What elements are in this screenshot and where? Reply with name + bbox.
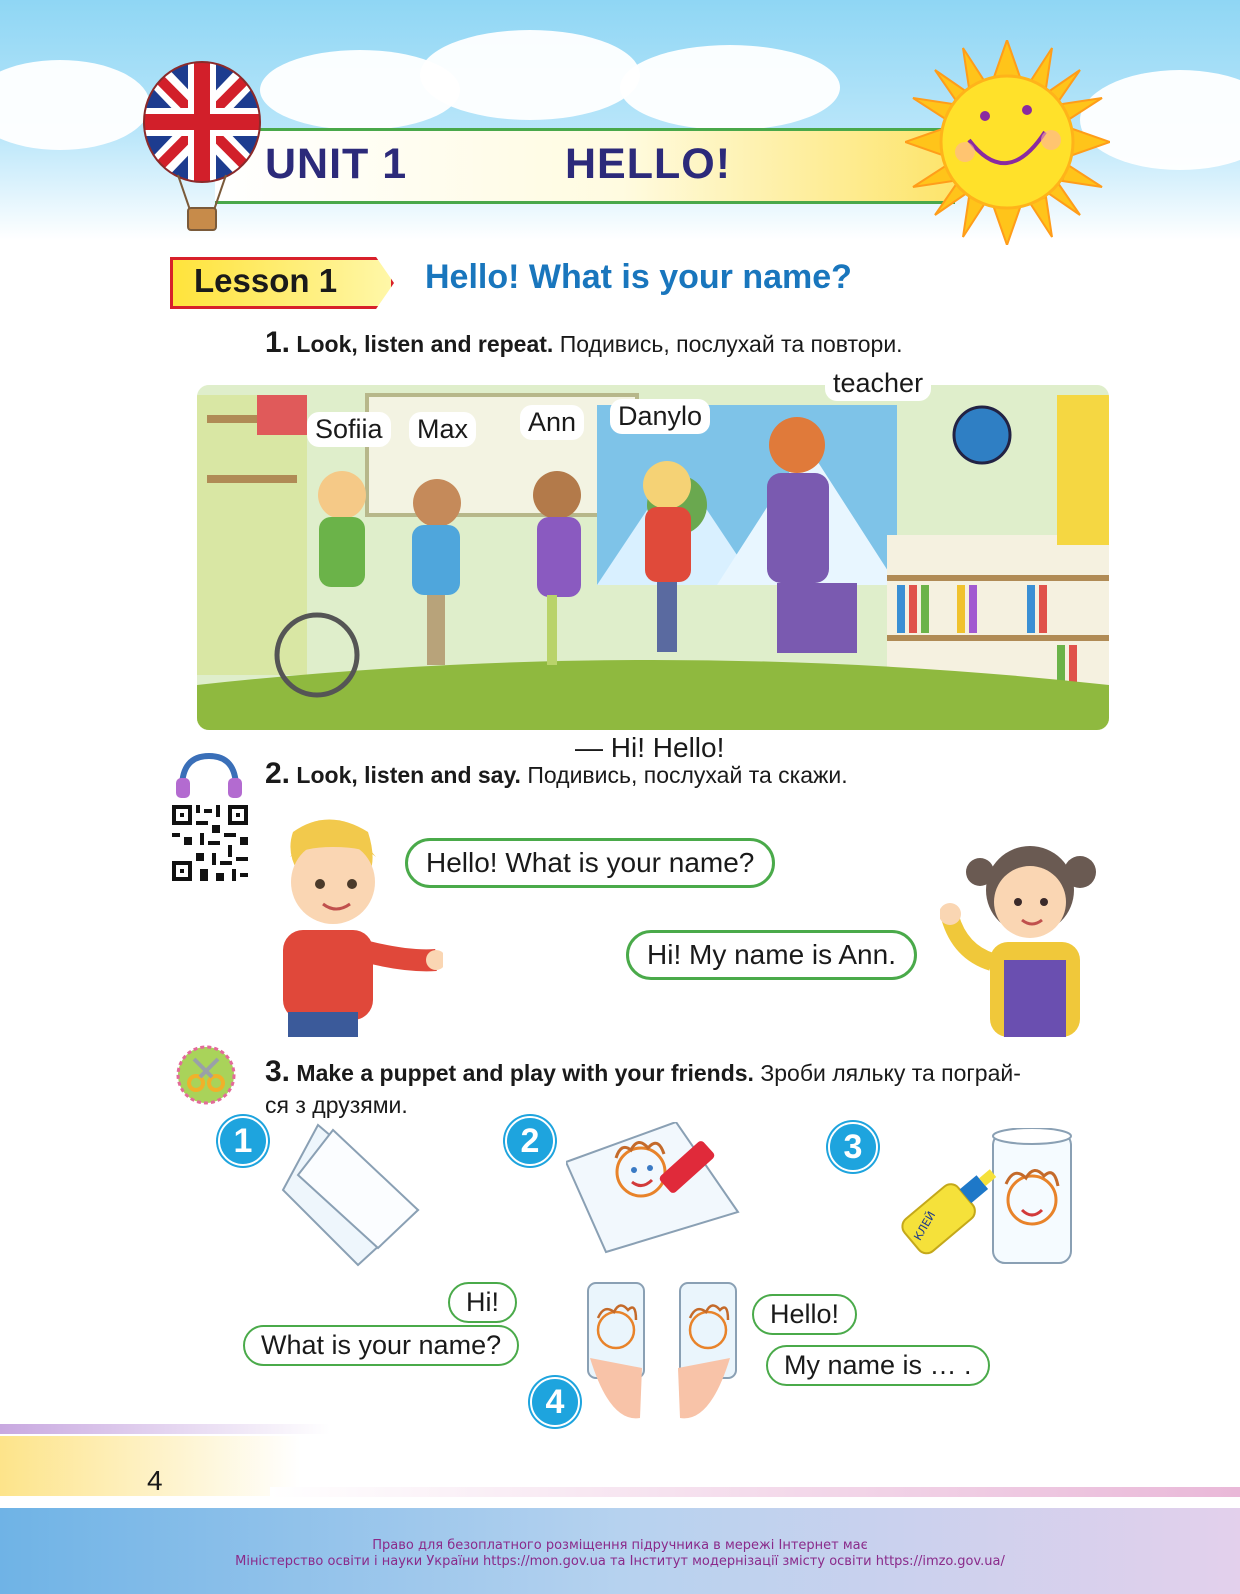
headphones-icon[interactable] [172, 752, 246, 800]
puppet-speech-hi: Hi! [448, 1282, 517, 1323]
character-name-teacher: teacher [825, 366, 931, 401]
bottom-left-strip [0, 1424, 330, 1434]
task1-instruction [265, 326, 903, 360]
character-name-sofiia: Sofiia [307, 412, 391, 447]
task2-number: 2. [265, 757, 291, 790]
task3-number: 3. [265, 1055, 291, 1088]
glue-bottle-icon [878, 1128, 1078, 1268]
character-name-danylo: Danylo [610, 399, 710, 434]
puppets-illustration [580, 1278, 740, 1423]
scissors-craft-icon [176, 1045, 236, 1105]
qr-code-icon[interactable] [172, 805, 248, 881]
task1-instruction-uk: Подивись, послухай та повтори. [559, 331, 903, 357]
task3-instruction-uk-line2: ся з друзями. [265, 1092, 408, 1118]
glue-label: КЛЕЙ [911, 1209, 939, 1243]
unit-title: UNIT 1 [265, 140, 408, 188]
character-name-max: Max [409, 412, 476, 447]
puppet-speech-my-name: My name is … . [766, 1345, 990, 1386]
lesson-label: Lesson 1 [194, 262, 338, 299]
step-3-badge: 3 [828, 1122, 878, 1172]
task3-instruction-uk-line1: Зроби ляльку та пограй- [760, 1060, 1021, 1086]
unit-name: HELLO! [565, 140, 732, 188]
task1-instruction-en: Look, listen and repeat. [296, 331, 554, 357]
step-4-badge: 4 [530, 1377, 580, 1427]
puppet-speech-hello: Hello! [752, 1294, 857, 1335]
sun-icon [905, 40, 1110, 245]
task3-instruction [265, 1056, 1105, 1121]
classroom-illustration [197, 385, 1109, 730]
footer-text-line1: Право для безоплатного розміщення підручника в мережі Інтернет має [372, 1538, 868, 1553]
boy-speech-bubble: Hello! What is your name? [405, 838, 775, 888]
page-number: 4 [147, 1465, 163, 1496]
task2-instruction-en: Look, listen and say. [296, 762, 521, 788]
task1-number: 1. [265, 326, 291, 359]
bottom-right-strip [270, 1487, 1240, 1497]
task2-instruction-uk: Подивись, послухай та скажи. [527, 762, 848, 788]
girl-illustration [940, 832, 1100, 1037]
lesson-title: Hello! What is your name? [425, 258, 852, 296]
girl-speech-bubble: Hi! My name is Ann. [626, 930, 917, 980]
footer-text-line2: Міністерство освіти і науки України https://mon.gov.ua та Інститут модернізації змісту освіти https://imzo.gov.ua/ [235, 1554, 1005, 1569]
step-2-badge: 2 [505, 1116, 555, 1166]
puppet-speech-what-name: What is your name? [243, 1325, 519, 1366]
task3-instruction-en: Make a puppet and play with your friends. [296, 1060, 754, 1086]
task1-caption: — Hi! Hello! [575, 732, 725, 763]
task2-instruction [265, 757, 848, 791]
balloon-icon [140, 60, 265, 235]
draw-face-illustration [566, 1122, 741, 1254]
step-1-badge: 1 [218, 1116, 268, 1166]
character-name-ann: Ann [520, 405, 584, 440]
folded-paper-illustration [278, 1120, 423, 1270]
